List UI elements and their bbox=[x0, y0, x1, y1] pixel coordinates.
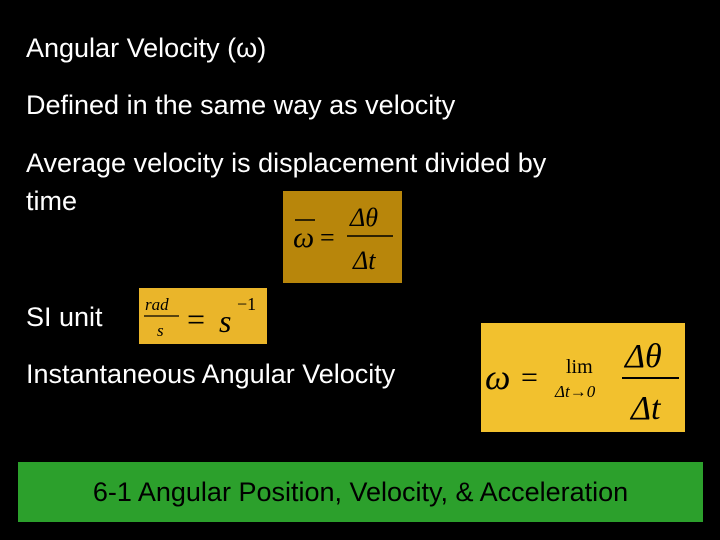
instant-numerator: Δθ bbox=[625, 338, 662, 375]
average-angular-velocity-equation bbox=[283, 191, 402, 283]
limit-label: lim bbox=[566, 356, 593, 378]
denominator: Δt bbox=[353, 246, 376, 275]
omega-symbol: ω bbox=[293, 221, 315, 254]
instantaneous-angular-velocity-equation bbox=[481, 323, 685, 432]
section-footer bbox=[18, 462, 703, 522]
unit-base: s bbox=[219, 303, 232, 339]
definition-line: Defined in the same way as velocity bbox=[26, 90, 456, 120]
unit-denominator: s bbox=[157, 321, 164, 340]
si-unit-equation bbox=[139, 288, 267, 344]
average-velocity-line-continued: time bbox=[26, 186, 78, 216]
instant-equation-graphic bbox=[481, 323, 685, 432]
instant-equals-sign: = bbox=[521, 361, 538, 394]
instant-omega-symbol: ω bbox=[485, 357, 511, 397]
equals-sign: = bbox=[320, 223, 335, 252]
si-unit-label: SI unit bbox=[26, 302, 103, 332]
limit-subscript: Δt→0 bbox=[555, 382, 596, 401]
average-velocity-line: Average velocity is displacement divided by bbox=[26, 148, 547, 178]
instant-denominator: Δt bbox=[631, 390, 661, 427]
instantaneous-label: Instantaneous Angular Velocity bbox=[26, 359, 396, 389]
unit-equals-sign: = bbox=[187, 301, 206, 337]
average-equation-graphic bbox=[283, 191, 402, 283]
numerator: Δθ bbox=[350, 203, 379, 232]
footer-label: 6-1 Angular Position, Velocity, & Acceleration bbox=[92, 476, 629, 507]
unit-numerator: rad bbox=[145, 295, 169, 314]
unit-exponent: −1 bbox=[237, 294, 257, 314]
unit-equation-graphic bbox=[139, 288, 267, 344]
slide-title: Angular Velocity (ω) bbox=[26, 33, 267, 63]
